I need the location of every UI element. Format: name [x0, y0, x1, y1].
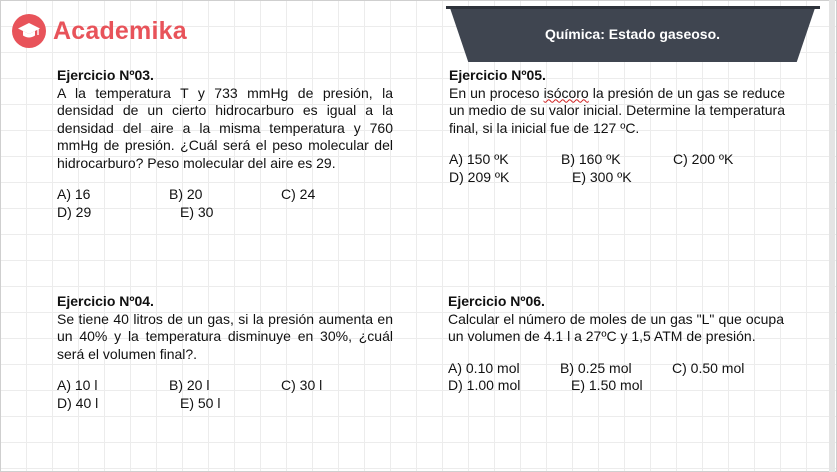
exercise-title: Ejercicio Nº03. [57, 67, 154, 83]
option-c: C) 30 l [281, 377, 323, 393]
exercise-title: Ejercicio Nº05. [449, 67, 546, 83]
page-edge [829, 0, 835, 472]
options [449, 151, 785, 186]
exercise-title: Ejercicio Nº06. [448, 293, 545, 309]
option-d: D) 1.00 mol [448, 377, 521, 393]
option-a: A) 16 [57, 186, 91, 202]
exercise-06 [448, 293, 784, 395]
option-b: B) 0.25 mol [560, 359, 632, 376]
option-b: B) 20 [169, 186, 203, 202]
header-banner-bar [446, 6, 820, 9]
exercise-text-end: la presión de un gas se reduce un medio de su valor inicial. Determine la temperatura final, si la inicial fue de 127 ºC. [449, 84, 785, 136]
option-e: E) 1.50 mol [571, 377, 643, 393]
page-title: Química: Estado gaseoso. [544, 26, 721, 42]
options [57, 377, 393, 412]
exercise-text: Calcular el número de moles de un gas "L" que ocupa un volumen de 4.1 l a 27ºC y 1,5 ATM de presión. [448, 310, 784, 344]
option-d: D) 29 [57, 203, 92, 220]
exercise-04 [57, 293, 393, 412]
exercise-text: A la temperatura T y 733 mmHg de presión, la densidad de un cierto hidrocarburo es igual a la densidad del aire a la misma temperatura y 760 mmHg de presión. ¿Cuál será el peso molecular del hidrocarburo? Peso molecular del aire es 29. [57, 84, 393, 171]
option-c: C) 200 ºK [673, 151, 734, 167]
option-d: D) 40 l [57, 394, 99, 411]
option-a: A) 150 ºK [449, 151, 509, 167]
exercise-title: Ejercicio Nº04. [57, 293, 154, 309]
exercise-05 [449, 67, 785, 186]
exercise-text [449, 85, 785, 138]
exercise-03 [57, 67, 393, 221]
option-e: E) 50 l [180, 394, 221, 411]
option-d: D) 209 ºK [449, 168, 510, 185]
option-b: B) 20 l [169, 377, 210, 393]
options [57, 186, 393, 221]
option-c: C) 0.50 mol [672, 359, 745, 376]
spellcheck-flagged-word: isócoro [543, 84, 589, 101]
exercise-text-start: En un proceso [449, 84, 544, 101]
options [448, 360, 784, 395]
graduation-cap-icon [12, 14, 46, 48]
option-c: C) 24 [281, 186, 316, 202]
exercise-text: Se tiene 40 litros de un gas, si la presión aumenta en un 40% y la temperatura disminuye en 30%, ¿cuál será el volumen final?. [57, 310, 393, 362]
option-e: E) 30 [180, 203, 214, 220]
academika-logo [12, 14, 187, 48]
option-e: E) 300 ºK [572, 168, 632, 185]
option-a: A) 0.10 mol [448, 359, 520, 376]
option-a: A) 10 l [57, 377, 98, 393]
option-b: B) 160 ºK [561, 151, 621, 167]
brand-name: Academika [53, 16, 187, 45]
